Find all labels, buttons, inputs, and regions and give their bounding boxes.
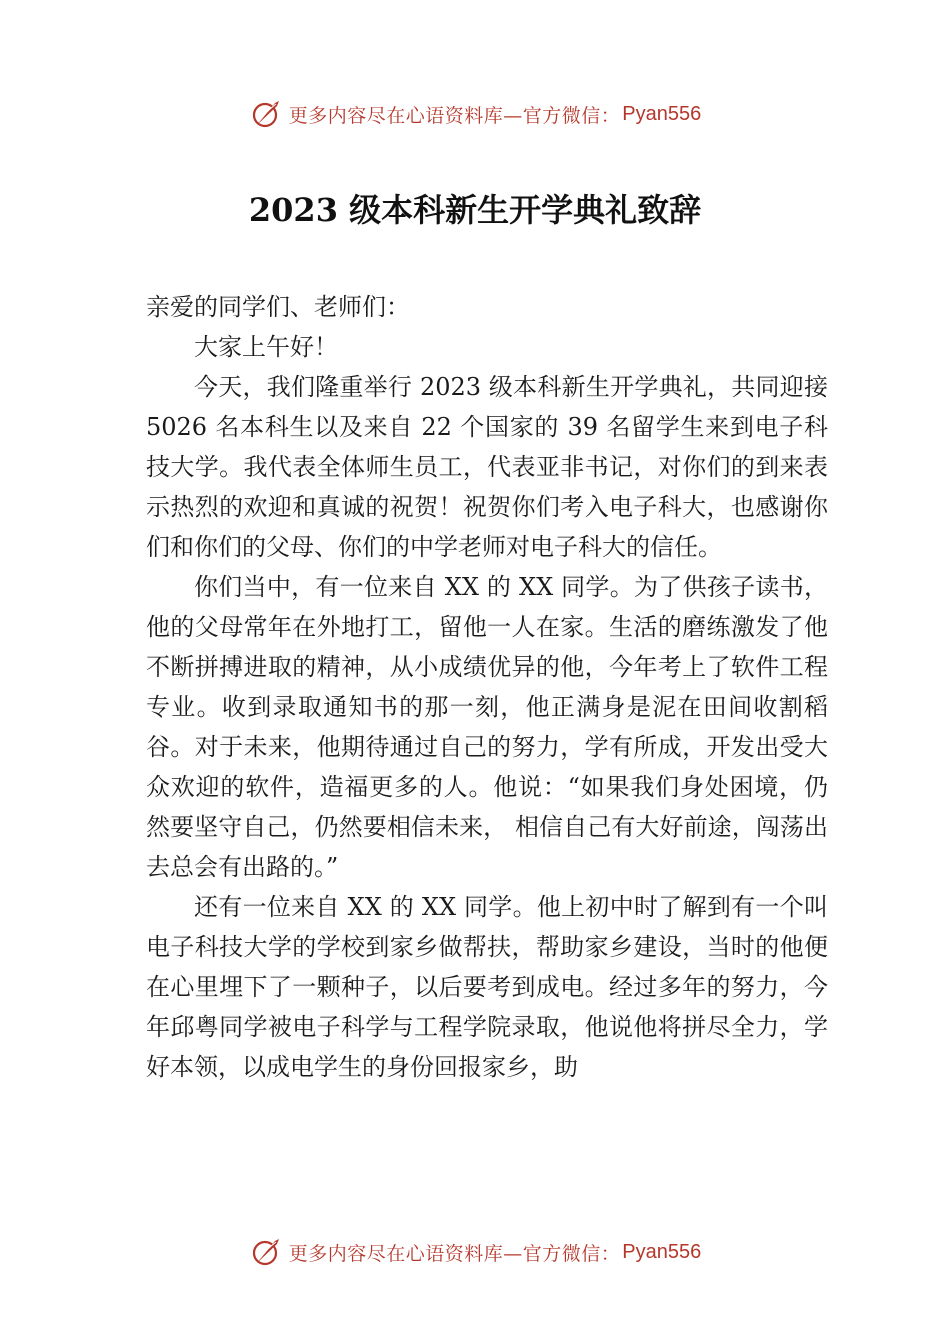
- quill-logo-icon: [249, 1235, 283, 1269]
- banner-wechat-id: Pyan556: [622, 1240, 702, 1263]
- banner-text: 更多内容尽在心语资料库—官方微信：: [288, 104, 621, 127]
- paragraph-welcome: 今天，我们隆重举行 2023 级本科新生开学典礼，共同迎接 5026 名本科生以及来自 22 个国家的 39 名留学生来到电子科技大学。我代表全体师生员工，代表亚非书记，对你们的到来表示热烈的欢迎和真诚的祝贺！祝贺你们考入电子科大，也感谢你们和你们的父母、你们的中学老师对电子科大的信任。: [146, 373, 828, 561]
- paragraph-student-story-1: 你们当中，有一位来自 XX 的 XX 同学。为了供孩子读书，他的父母常年在外地打工，留他一人在家。生活的磨练激发了他不断拼搏进取的精神，从小成绩优异的他，今年考上了软件工程专业。收到录取通知书的那一刻，他正满身是泥在田间收割稻谷。对于未来，他期待通过自己的努力，学有所成，开发出受大众欢迎的软件，造福更多的人。他说：“如果我们身处困境，仍然要坚守自己，仍然要相信未来， 相信自己有大好前途，闯荡出去总会有出路的。”: [146, 573, 828, 881]
- banner-text: 更多内容尽在心语资料库—官方微信：: [288, 1242, 621, 1265]
- header-banner: [0, 94, 950, 134]
- document-body: [146, 287, 828, 1087]
- paragraph-greeting: 大家上午好！: [194, 333, 338, 361]
- document-title: 2023 级本科新生开学典礼致辞: [248, 191, 702, 229]
- footer-banner: [0, 1232, 950, 1272]
- banner-wechat-id: Pyan556: [622, 102, 702, 125]
- salutation: 亲爱的同学们、老师们：: [146, 293, 410, 321]
- quill-logo-icon: [249, 97, 283, 131]
- paragraph-student-story-2: 还有一位来自 XX 的 XX 同学。他上初中时了解到有一个叫电子科技大学的学校到家乡做帮扶，帮助家乡建设，当时的他便在心里埋下了一颗种子，以后要考到成电。经过多年的努力，今年邱粤同学被电子科学与工程学院录取，他说他将拼尽全力，学好本领，以成电学生的身份回报家乡，助: [146, 893, 828, 1081]
